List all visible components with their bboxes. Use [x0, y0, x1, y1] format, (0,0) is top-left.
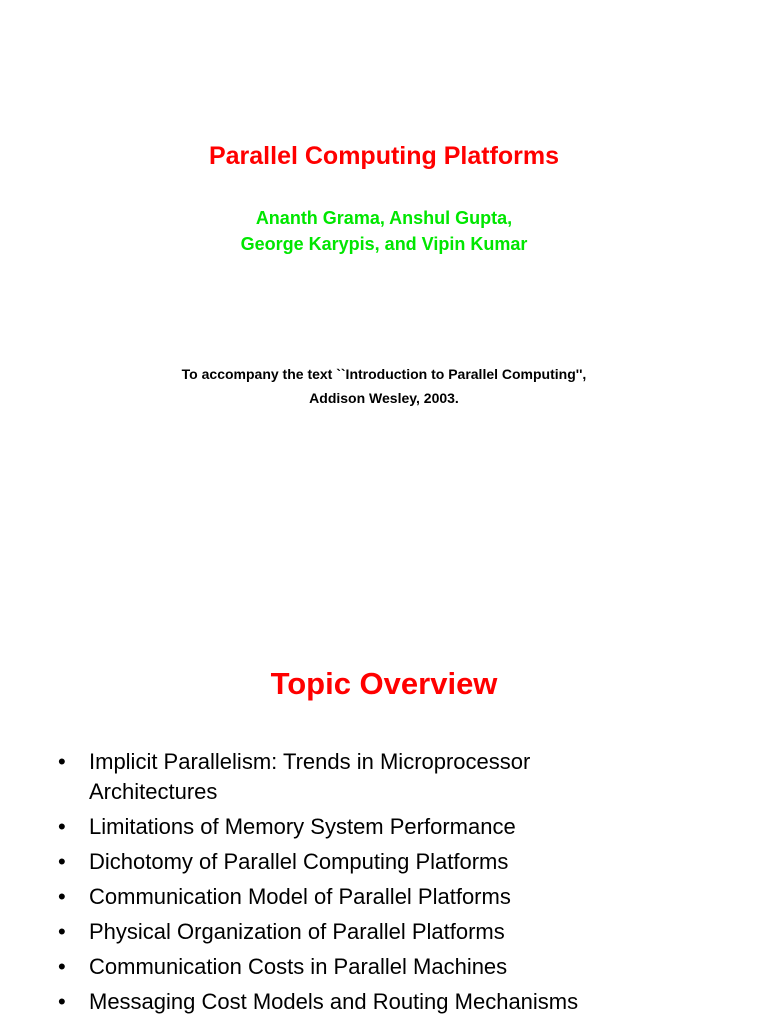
bullet-icon: •: [58, 849, 66, 874]
topic-item-text: Communication Costs in Parallel Machines: [89, 954, 508, 979]
topic-item: [58, 987, 758, 1017]
topic-item-text: Messaging Cost Models and Routing Mechanisms: [89, 989, 579, 1014]
topic-item-text-cont: Architectures: [89, 779, 218, 804]
topic-item: [58, 917, 758, 947]
topic-item-text: Physical Organization of Parallel Platforms: [89, 919, 505, 944]
accompany-note: [0, 362, 768, 410]
bullet-icon: •: [58, 749, 66, 774]
accompany-line-1: To accompany the text ``Introduction to Parallel Computing'',: [181, 366, 587, 382]
bullet-icon: •: [58, 989, 66, 1014]
topic-item-text: Communication Model of Parallel Platforms: [89, 884, 511, 909]
slide-title: Parallel Computing Platforms: [208, 142, 560, 170]
topic-item: [58, 882, 758, 912]
bullet-icon: •: [58, 919, 66, 944]
topic-item-text: Limitations of Memory System Performance: [89, 814, 516, 839]
topic-item: [58, 847, 758, 877]
authors-block: [0, 205, 768, 257]
topic-item: [58, 952, 758, 982]
bullet-icon: •: [58, 884, 66, 909]
bullet-icon: •: [58, 814, 66, 839]
bullet-icon: •: [58, 954, 66, 979]
topic-item-text: Dichotomy of Parallel Computing Platforms: [89, 849, 509, 874]
topic-list: [58, 747, 758, 1022]
topic-item: [58, 812, 758, 842]
authors-line-1: Ananth Grama, Anshul Gupta,: [255, 208, 513, 228]
topic-item-text: Implicit Parallelism: Trends in Microprocessor: [89, 749, 531, 774]
topic-item: [58, 747, 758, 807]
accompany-line-2: Addison Wesley, 2003.: [309, 390, 459, 406]
authors-line-2: George Karypis, and Vipin Kumar: [240, 234, 528, 254]
topic-overview-title: Topic Overview: [270, 666, 498, 701]
